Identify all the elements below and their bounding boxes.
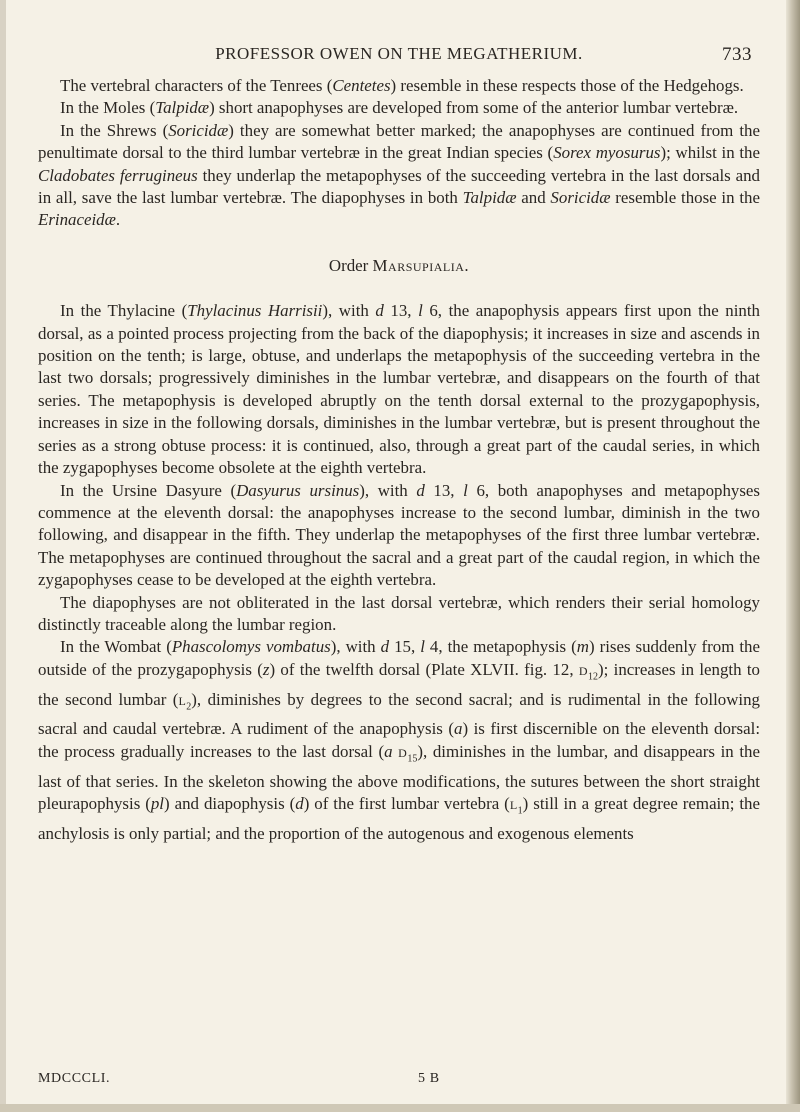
running-header [38,44,760,68]
body-text [38,75,760,845]
paragraph: In the Moles (Talpidæ) short anapophyses are developed from some of the anterior lumbar vertebræ. [60,98,739,118]
page-number: 733 [722,44,752,65]
paragraph: In the Shrews (Soricidæ) they are somewhat better marked; the anapophyses are continued from the penultimate dorsal to the third lumbar vertebræ in the great Indian species (Sorex myosurus); whilst in the Cladobates ferrugineus they underlap the metapophyses of the succeeding vertebra in the last dorsals and in all, save the last lumbar vertebræ. The diapophyses in both Talpidæ and Soricidæ resemble those in the Erinaceidæ. [38,120,760,230]
paragraph: In the Wombat (Phascolomys vombatus), with d 15, l 4, the metapophysis (m) rises suddenly from the outside of the prozygapophysis (z) of the twelfth dorsal (Plate XLVII. fig. 12, $d_{12}$); increases in length to the second lumbar $(l_2)$, diminishes by degrees to the second sacral; and is rudimental in the following sacral and caudal vertebræ. A rudiment of the anapophysis (a) is first discernible on the eleventh dorsal: the process gradually increases to the last dorsal (a $d_{15}$), diminishes in the lumbar, and disappears in the last of that series. In the skeleton showing the above modifications, the sutures between the short straight pleurapophysis (pl) and diapophysis (d) of the first lumbar vertebra $(l_1)$ still in a great degree remain; the anchylosis is only partial; and the proportion of the autogenous and exogenous elements [38,637,761,843]
page-edge-right [786,0,800,1112]
paragraph: The vertebral characters of the Tenrees (Centetes) resemble in these respects those of the Hedgehogs. [60,76,744,95]
paragraph: In the Ursine Dasyure (Dasyurus ursinus), with d 13, l 6, both anapophyses and metapophyses commence at the eleventh dorsal: the anapophyses increase to the second lumbar, diminish in the two following, and disappear in the fifth. They underlap the metapophyses of the first three lumbar vertebræ. The metapophyses are continued throughout the sacral and a great part of the caudal region, in which the zygapophyses cease to be developed at the eighth vertebra. [38,480,761,590]
running-title: PROFESSOR OWEN ON THE MEGATHERIUM. [215,44,583,63]
paragraph: In the Thylacine (Thylacinus Harrisii), with d 13, l 6, the anapophysis appears first upon the ninth dorsal, as a pointed process projecting from the back of the diapophysis; it increases in size and ascends in position on the tenth; is large, obtuse, and underlaps the metapophysis of the succeeding vertebra in the last two dorsals; progressively diminishes in the lumbar vertebræ, and disappears on the fourth of that series. The metapophysis is developed abruptly on the tenth dorsal external to the prozygapophysis, increases in size in the following dorsals, diminishes in the lumbar vertebræ, but is present throughout the series as a strong obtuse process: it is continued, also, through a great part of the caudal series, in which the zygapophyses become obsolete at the eighth vertebra. [38,301,760,478]
signature-date: MDCCCLI. [38,1071,111,1086]
signature-mark: 5 B [418,1071,440,1086]
section-heading: Order Marsupialia. [328,255,470,275]
paragraph: The diapophyses are not obliterated in the last dorsal vertebræ, which renders their serial homology distinctly traceable along the lumbar region. [38,592,760,634]
page-edge-left [0,0,6,1112]
page-edge-bottom [0,1104,800,1112]
